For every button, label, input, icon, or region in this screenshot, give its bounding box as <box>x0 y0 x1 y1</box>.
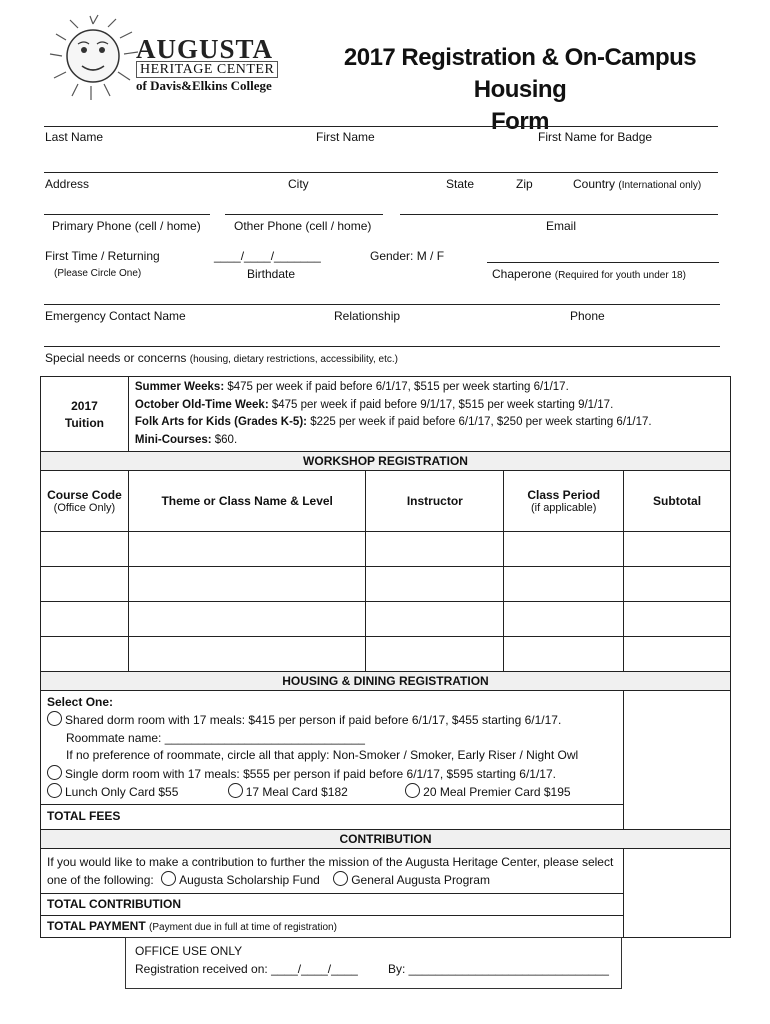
meal-card-options <box>47 783 617 801</box>
special-needs-note: (housing, dietary restrictions, accessibility, etc.) <box>189 354 398 365</box>
form-title <box>300 42 740 138</box>
class-period-cell[interactable] <box>504 602 624 637</box>
course-code-cell[interactable] <box>41 567 129 602</box>
first-name-label: First Name <box>316 130 375 144</box>
instructor-cell[interactable] <box>366 567 504 602</box>
class-period-title: Class Period <box>527 488 601 502</box>
chaperone-note: (Required for youth under 18) <box>554 270 686 281</box>
name-line[interactable] <box>44 126 718 127</box>
instructor-cell[interactable] <box>366 532 504 567</box>
radio-circle-icon[interactable] <box>47 711 62 726</box>
class-period-cell[interactable] <box>504 567 624 602</box>
primary-phone-line[interactable] <box>44 214 210 215</box>
address-line[interactable] <box>44 172 718 173</box>
logo <box>38 14 298 106</box>
course-code-header <box>41 471 129 532</box>
subtotal-cell[interactable] <box>624 602 731 637</box>
radio-circle-icon[interactable] <box>161 871 176 886</box>
phone-label: Phone <box>570 309 605 323</box>
meal20-card-option[interactable] <box>405 785 570 799</box>
total-payment-cell <box>41 916 624 938</box>
total-fees-label: TOTAL FEES <box>41 805 624 830</box>
badge-name-label: First Name for Badge <box>538 130 653 144</box>
theme-cell[interactable] <box>128 532 366 567</box>
tuition-item-text: $475 per week if paid before 6/1/17, $515 per week starting 6/1/17. <box>224 381 569 393</box>
office-use-title: OFFICE USE ONLY <box>135 944 243 958</box>
radio-circle-icon[interactable] <box>47 783 62 798</box>
course-code-cell[interactable] <box>41 532 129 567</box>
table-row <box>41 602 731 637</box>
tuition-label-line2: Tuition <box>64 415 104 430</box>
tuition-item-title: Mini-Courses: <box>134 433 212 446</box>
instructor-cell[interactable] <box>366 602 504 637</box>
class-period-cell[interactable] <box>504 637 624 672</box>
roommate-preference: If no preference of roommate, circle all that apply: Non-Smoker / Smoker, Early Riser / Night Owl <box>66 748 579 763</box>
birthdate-blank[interactable]: ____/____/_______ <box>214 249 321 263</box>
scholarship-option[interactable] <box>161 873 320 887</box>
special-needs-label <box>45 351 398 365</box>
primary-phone-label: Primary Phone (cell / home) <box>52 219 201 233</box>
instructor-cell[interactable] <box>366 637 504 672</box>
received-by-field[interactable]: By: ______________________________ <box>388 962 609 976</box>
address-label: Address <box>45 177 90 191</box>
contribution-header: CONTRIBUTION <box>41 830 731 849</box>
logo-line1: AUGUSTA <box>136 34 274 64</box>
roommate-name-field[interactable]: Roommate name: ______________________________ <box>66 730 365 745</box>
emergency-contact-label: Emergency Contact Name <box>45 309 186 323</box>
tuition-label-cell <box>41 377 129 452</box>
meal17-card-label: 17 Meal Card $182 <box>245 785 348 800</box>
contribution-text: If you would like to make a contribution to further the mission of the Augusta Heritage Center, please select one of the following: <box>47 855 614 888</box>
contribution-subtotal-cell[interactable] <box>624 849 731 938</box>
emergency-line[interactable] <box>44 304 720 305</box>
single-room-option[interactable] <box>47 765 617 783</box>
state-label: State <box>446 177 475 191</box>
tuition-item-text: $60. <box>211 433 238 446</box>
theme-cell[interactable] <box>128 637 366 672</box>
tuition-items-cell <box>128 377 730 452</box>
meal17-card-option[interactable] <box>228 785 348 799</box>
select-one-label: Select One: <box>47 695 114 709</box>
tuition-item-text: $475 per week if paid before 9/1/17, $515 per week starting 9/1/17. <box>268 398 614 411</box>
country-text: Country <box>573 177 616 191</box>
workshop-header: WORKSHOP REGISTRATION <box>41 452 731 471</box>
last-name-label: Last Name <box>45 130 104 144</box>
circle-note: (Please Circle One) <box>54 268 142 279</box>
logo-line3: of Davis&Elkins College <box>136 78 272 93</box>
table-row <box>41 567 731 602</box>
chaperone-text: Chaperone <box>492 267 552 281</box>
subtotal-cell[interactable] <box>624 637 731 672</box>
first-time-label[interactable]: First Time / Returning <box>45 249 160 263</box>
housing-options-cell <box>41 691 624 805</box>
radio-circle-icon[interactable] <box>47 765 62 780</box>
sun-icon <box>38 14 148 106</box>
general-program-label: General Augusta Program <box>351 873 490 888</box>
instructor-header: Instructor <box>366 471 504 532</box>
tuition-item <box>135 414 724 432</box>
chaperone-line[interactable] <box>487 262 719 263</box>
relationship-label: Relationship <box>334 309 401 323</box>
logo-line2: HERITAGE CENTER <box>136 61 278 78</box>
lunch-card-option[interactable] <box>47 785 178 799</box>
total-payment-label: TOTAL PAYMENT <box>47 919 146 934</box>
registration-table <box>40 376 731 938</box>
subtotal-cell[interactable] <box>624 567 731 602</box>
tuition-item-title: Summer Weeks: <box>134 381 225 393</box>
registration-received-field[interactable]: Registration received on: ____/____/____ <box>135 962 358 976</box>
course-code-note: (Office Only) <box>53 502 116 514</box>
general-program-option[interactable] <box>333 873 490 887</box>
subtotal-header: Subtotal <box>624 471 731 532</box>
chaperone-label <box>492 267 686 281</box>
radio-circle-icon[interactable] <box>405 783 420 798</box>
form-title-line1: 2017 Registration & On-Campus Housing <box>343 44 697 103</box>
lunch-card-label: Lunch Only Card $55 <box>65 785 179 800</box>
country-label <box>573 177 701 191</box>
email-line[interactable] <box>400 214 718 215</box>
tuition-item-title: October Old-Time Week: <box>134 398 269 411</box>
contribution-cell <box>41 849 624 894</box>
radio-circle-icon[interactable] <box>228 783 243 798</box>
course-code-title: Course Code <box>47 488 122 502</box>
workshop-column-headers <box>41 471 731 532</box>
class-period-note: (if applicable) <box>530 502 597 514</box>
email-label: Email <box>546 219 577 233</box>
single-room-label: Single dorm room with 17 meals: $555 per person if paid before 6/1/17, $595 starting 6/1/17. <box>65 766 556 781</box>
radio-circle-icon[interactable] <box>333 871 348 886</box>
class-period-cell[interactable] <box>504 532 624 567</box>
tuition-item <box>135 379 724 397</box>
tuition-item <box>135 397 724 415</box>
course-code-cell[interactable] <box>41 602 129 637</box>
birthdate-label: Birthdate <box>247 267 296 281</box>
office-use-box <box>125 937 622 989</box>
subtotal-cell[interactable] <box>624 532 731 567</box>
theme-cell[interactable] <box>128 602 366 637</box>
housing-row <box>41 691 731 805</box>
other-phone-line[interactable] <box>225 214 383 215</box>
class-period-header <box>504 471 624 532</box>
course-code-cell[interactable] <box>41 637 129 672</box>
tuition-item <box>135 432 724 450</box>
gender-label[interactable]: Gender: M / F <box>370 249 445 263</box>
theme-cell[interactable] <box>128 567 366 602</box>
tuition-item-text: $225 per week if paid before 6/1/17, $250 per week starting 6/1/17. <box>307 416 652 428</box>
tuition-item-title: Folk Arts for Kids (Grades K-5): <box>134 416 307 428</box>
special-needs-line[interactable] <box>44 346 720 347</box>
total-payment-note: (Payment due in full at time of registration) <box>149 922 337 934</box>
tuition-row <box>41 377 731 452</box>
country-note: (International only) <box>618 180 702 191</box>
tuition-label-line1: 2017 <box>71 398 98 413</box>
zip-label: Zip <box>516 177 533 191</box>
scholarship-label: Augusta Scholarship Fund <box>179 873 320 888</box>
city-label: City <box>288 177 309 191</box>
total-contribution-label: TOTAL CONTRIBUTION <box>41 894 624 916</box>
theme-header: Theme or Class Name & Level <box>128 471 366 532</box>
form-title-line2: Form <box>491 108 549 135</box>
other-phone-label: Other Phone (cell / home) <box>234 219 372 233</box>
table-row <box>41 532 731 567</box>
housing-subtotal-cell[interactable] <box>624 691 731 830</box>
housing-header: HOUSING & DINING REGISTRATION <box>41 672 731 691</box>
table-row <box>41 637 731 672</box>
shared-room-option[interactable] <box>47 711 617 729</box>
shared-room-label: Shared dorm room with 17 meals: $415 per person if paid before 6/1/17, $455 starting 6/1/17. <box>65 713 562 728</box>
special-needs-text: Special needs or concerns <box>45 351 187 365</box>
meal20-card-label: 20 Meal Premier Card $195 <box>423 785 571 800</box>
